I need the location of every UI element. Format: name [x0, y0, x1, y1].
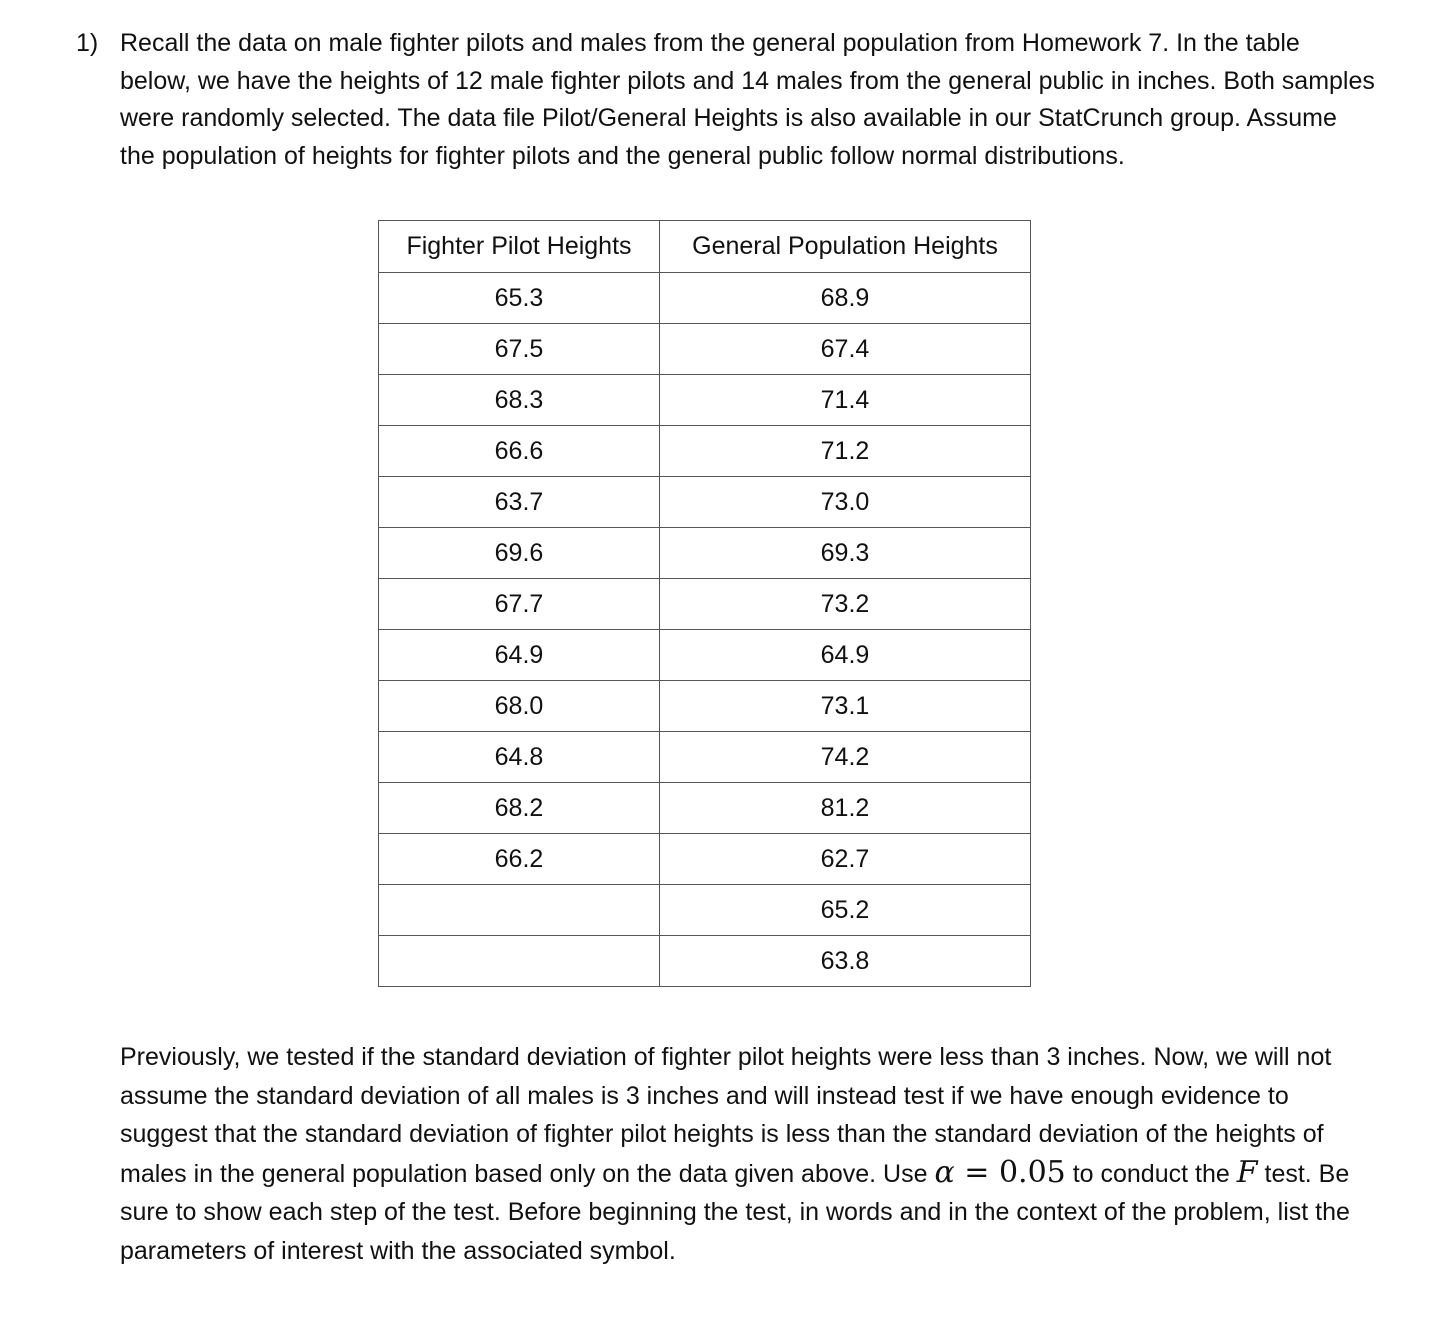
question-block [76, 25, 1376, 175]
table-row [379, 273, 1031, 324]
table-row [379, 732, 1031, 783]
alpha-expression [934, 1155, 1065, 1190]
test-instructions [120, 1038, 1380, 1270]
general-height-cell: 63.8 [660, 936, 1031, 987]
pilot-height-cell: 66.6 [379, 426, 660, 477]
pilot-height-cell [379, 936, 660, 987]
pilot-height-cell: 64.8 [379, 732, 660, 783]
table-row [379, 885, 1031, 936]
instructions-part1: Previously, we tested if the standard deviation of fighter pilot heights were less than 3 inches. Now, we will not assume the standard deviation of all males is 3 inches and will instead test if we have enough evidence to suggest that the standard deviation of fighter pilot heights is less than the standard deviation of the heights of males in the general population based only on the data given above. Use [120, 1043, 1332, 1188]
table-row [379, 681, 1031, 732]
general-height-cell: 73.1 [660, 681, 1031, 732]
pilot-height-cell: 66.2 [379, 834, 660, 885]
table-row [379, 630, 1031, 681]
pilot-height-cell: 63.7 [379, 477, 660, 528]
pilot-height-cell: 67.7 [379, 579, 660, 630]
general-height-cell: 65.2 [660, 885, 1031, 936]
heights-table [378, 220, 1031, 987]
table-row [379, 936, 1031, 987]
instructions-part3: test. Be sure to show each step of the test. Before beginning the test, in words and in the context of the problem, list the parameters of interest with the associated symbol. [120, 1159, 1350, 1265]
table-row [379, 324, 1031, 375]
general-height-cell: 81.2 [660, 783, 1031, 834]
general-height-cell: 74.2 [660, 732, 1031, 783]
general-height-cell: 67.4 [660, 324, 1031, 375]
table-row [379, 579, 1031, 630]
general-height-cell: 73.0 [660, 477, 1031, 528]
alpha-equals: = [954, 1154, 999, 1190]
question-intro: Recall the data on male fighter pilots and males from the general population from Homework 7. In the table below, we have the heights of 12 male fighter pilots and 14 males from the general public in inches. Both samples were randomly selected. The data file Pilot/General Heights is also available in our StatCrunch group. Assume the population of heights for fighter pilots and the general public follow normal distributions. [120, 29, 1375, 170]
instructions-part2: to conduct the [1072, 1159, 1230, 1188]
pilot-height-cell [379, 885, 660, 936]
pilot-height-cell: 68.2 [379, 783, 660, 834]
general-height-cell: 68.9 [660, 273, 1031, 324]
alpha-value: 0.05 [998, 1154, 1066, 1190]
general-height-cell: 64.9 [660, 630, 1031, 681]
pilot-height-cell: 69.6 [379, 528, 660, 579]
general-height-cell: 62.7 [660, 834, 1031, 885]
pilot-height-cell: 65.3 [379, 273, 660, 324]
header-general-population-heights: General Population Heights [660, 221, 1031, 273]
table-row [379, 528, 1031, 579]
general-height-cell: 73.2 [660, 579, 1031, 630]
alpha-symbol: α [934, 1154, 955, 1190]
table-row [379, 834, 1031, 885]
pilot-height-cell: 64.9 [379, 630, 660, 681]
f-symbol: F [1236, 1154, 1258, 1190]
pilot-height-cell: 68.0 [379, 681, 660, 732]
table-row [379, 783, 1031, 834]
table-row [379, 426, 1031, 477]
f-expression [1237, 1155, 1258, 1190]
pilot-height-cell: 67.5 [379, 324, 660, 375]
table-row [379, 375, 1031, 426]
general-height-cell: 69.3 [660, 528, 1031, 579]
header-fighter-pilot-heights: Fighter Pilot Heights [379, 221, 660, 273]
question-number: 1) [76, 29, 99, 57]
general-height-cell: 71.2 [660, 426, 1031, 477]
table-row [379, 477, 1031, 528]
table-header-row [379, 221, 1031, 273]
pilot-height-cell: 68.3 [379, 375, 660, 426]
general-height-cell: 71.4 [660, 375, 1031, 426]
